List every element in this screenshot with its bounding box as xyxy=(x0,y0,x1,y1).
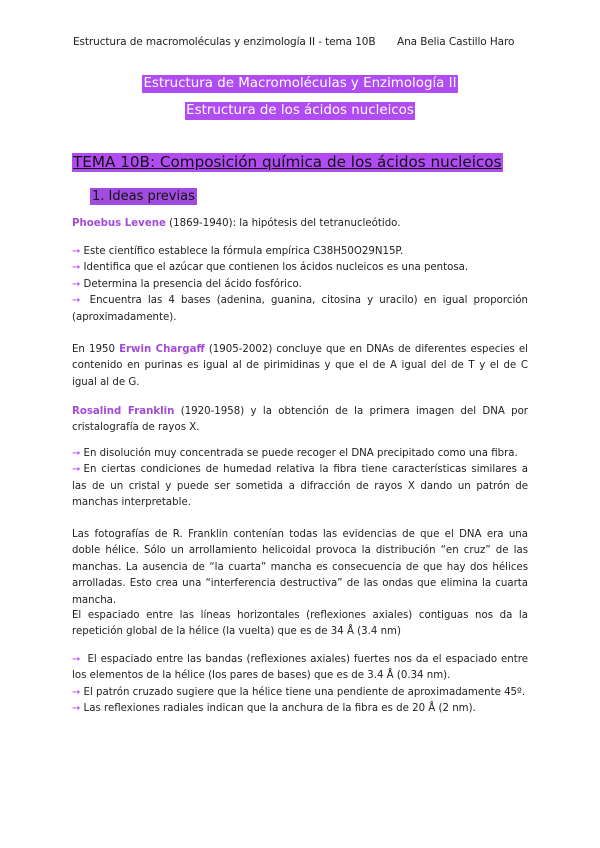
header-left: Estructura de macromoléculas y enzimología II - tema 10B xyxy=(73,36,376,48)
franklin-paragraph: Rosalind Franklin (1920-1958) y la obtención de la primera imagen del DNA por cristalografía de rayos X. xyxy=(72,406,528,434)
tema-heading: TEMA 10B: Composición química de los ácidos nucleicos xyxy=(73,153,502,171)
title-line-2: Estructura de los ácidos nucleicos xyxy=(186,103,414,118)
chargaff-paragraph: En 1950 Erwin Chargaff (1905-2002) concluye que en DNAs de diferentes especies el contenido en purinas es igual al de pirimidinas y que el de A igual del de T y el de C igual al de G. xyxy=(72,344,528,388)
levene-name: Phoebus Levene xyxy=(72,218,166,229)
arrow-icon: ➙ xyxy=(72,703,81,715)
arrow-icon: ➙ xyxy=(72,246,81,257)
arrow-icon: ➙ xyxy=(72,278,81,290)
arrow-icon: ➙ xyxy=(72,464,81,476)
arrow-icon: ➙ xyxy=(72,686,81,698)
arrow-icon: ➙ xyxy=(72,654,81,665)
page-header xyxy=(73,36,533,48)
list-item: ➙ El patrón cruzado sugiere que la hélice tiene una pendiente de aproximadamente 45º. xyxy=(72,686,526,698)
section-heading: 1. Ideas previas xyxy=(92,189,195,204)
list-item: ➙ Identifica que el azúcar que contienen los ácidos nucleicos es una pentosa. xyxy=(72,262,469,274)
list-item: ➙ Las reflexiones radiales indican que la anchura de la fibra es de 20 Å (2 nm). xyxy=(72,703,476,715)
document-title xyxy=(0,72,600,126)
arrow-icon: ➙ xyxy=(72,262,81,274)
list-item: ➙ En ciertas condiciones de humedad relativa la fibra tiene características similares a las de un cristal y puede ser sometida a difracción de rayos X dando un patrón de manchas interpretable. xyxy=(72,464,528,509)
arrow-icon: ➙ xyxy=(72,448,81,459)
levene-paragraph xyxy=(72,216,528,232)
title-line-1: Estructura de Macromoléculas y Enzimología II xyxy=(143,76,457,91)
list-item: ➙ Determina la presencia del ácido fosfórico. xyxy=(72,278,302,290)
arrow-icon: ➙ xyxy=(72,295,81,307)
header-right: Ana Belia Castillo Haro xyxy=(397,36,515,48)
final-bullet-list xyxy=(72,652,528,718)
photo-evidence-paragraph: Las fotografías de R. Franklin contenían todas las evidencias de que el DNA era una doble hélice. Sólo un arrollamiento helicoidal provoca la distribución “en cruz” de las manchas. La ausencia de “la cuarta” mancha es consecuencia de que hay dos hélices arrolladas. Esto crea una “interferencia destructiva” de las ondas que elimina la cuarta mancha. xyxy=(72,529,528,606)
list-item: ➙ Encuentra las 4 bases (adenina, guanina, citosina y uracilo) en igual proporción (aproximadamente). xyxy=(72,295,528,323)
levene-text: (1869-1940): la hipótesis del tetranucleótido. xyxy=(165,218,401,229)
list-item: ➙ El espaciado entre las bandas (reflexiones axiales) fuertes nos da el espaciado entre los elementos de la hélice (los pares de bases) que es de 3.4 Å (0.34 nm). xyxy=(72,654,528,682)
levene-bullet-list xyxy=(72,244,528,326)
franklin-bullet-list xyxy=(72,446,528,512)
list-item: ➙ Este científico establece la fórmula empírica C38H50O29N15P. xyxy=(72,246,404,257)
franklin-name: Rosalind Franklin xyxy=(72,406,175,417)
list-item: ➙ En disolución muy concentrada se puede recoger el DNA precipitado como una fibra. xyxy=(72,448,518,459)
spacing-paragraph: El espaciado entre las líneas horizontales (reflexiones axiales) contiguas nos da la repetición global de la hélice (la vuelta) que es de 34 Å (3.4 nm) xyxy=(72,610,528,638)
chargaff-name: Erwin Chargaff xyxy=(119,344,205,355)
